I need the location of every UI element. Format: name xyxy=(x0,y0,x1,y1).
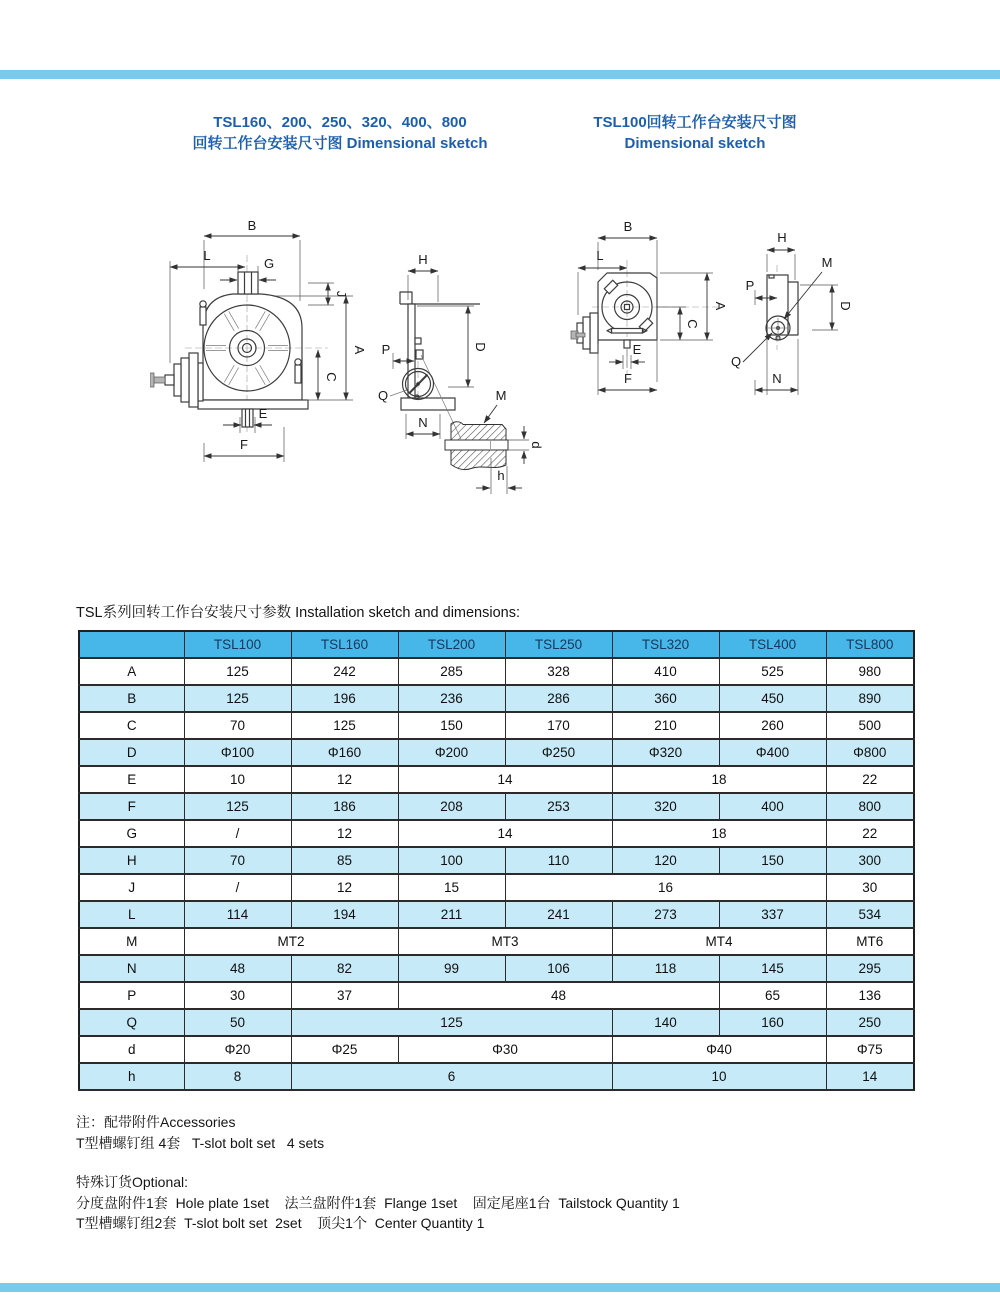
header-cell-TSL200: TSL200 xyxy=(398,631,505,658)
table-cell: 980 xyxy=(826,658,914,685)
table-cell: 250 xyxy=(826,1009,914,1036)
table-row-M xyxy=(79,928,914,955)
note-optional-line1: 分度盘附件1套 Hole plate 1set 法兰盘附件1套 Flange 1set 固定尾座1台 Tailstock Quantity 1 xyxy=(76,1195,680,1211)
table-cell: 800 xyxy=(826,793,914,820)
header-cell-TSL400: TSL400 xyxy=(719,631,826,658)
table-cell: 360 xyxy=(612,685,719,712)
table-cell: 125 xyxy=(184,658,291,685)
table-cell: 6 xyxy=(291,1063,612,1090)
top-accent-bar xyxy=(0,70,1000,79)
table-row-N xyxy=(79,955,914,982)
table-cell: 410 xyxy=(612,658,719,685)
row-label: h xyxy=(79,1063,184,1090)
table-cell: Φ320 xyxy=(612,739,719,766)
header-cell-empty xyxy=(79,631,184,658)
side-view xyxy=(390,292,480,439)
dim-label-L: L xyxy=(203,248,211,263)
title-right-line1: TSL100回转工作台安装尺寸图 xyxy=(593,114,797,131)
table-cell: 136 xyxy=(826,982,914,1009)
header-cell-TSL800: TSL800 xyxy=(826,631,914,658)
table-cell: 253 xyxy=(505,793,612,820)
header-cell-TSL100: TSL100 xyxy=(184,631,291,658)
dim-label-J: J xyxy=(334,290,349,298)
table-cell: MT3 xyxy=(398,928,612,955)
table-row-H xyxy=(79,847,914,874)
table-cell: Φ75 xyxy=(826,1036,914,1063)
dim-label-M: M xyxy=(495,388,507,403)
header-cell-TSL250: TSL250 xyxy=(505,631,612,658)
title-right-line2: Dimensional sketch xyxy=(624,135,766,152)
note-accessories-title: 注：配带附件Accessories xyxy=(76,1114,236,1130)
table-cell: 48 xyxy=(398,982,719,1009)
table-row-G xyxy=(79,820,914,847)
table-row-E xyxy=(79,766,914,793)
table-cell: Φ100 xyxy=(184,739,291,766)
taper-detail xyxy=(445,405,508,470)
front-view xyxy=(150,272,308,427)
note-optional-title: 特殊订货Optional: xyxy=(76,1174,189,1190)
dim-label-C: C xyxy=(685,319,700,329)
table-cell: 22 xyxy=(826,820,914,847)
table-cell: 145 xyxy=(719,955,826,982)
table-cell: 286 xyxy=(505,685,612,712)
table-cell: 30 xyxy=(184,982,291,1009)
handwheel xyxy=(150,353,203,407)
table-row-D xyxy=(79,739,914,766)
dim-label-Q: Q xyxy=(377,388,389,403)
table-row-d xyxy=(79,1036,914,1063)
table-row-h xyxy=(79,1063,914,1090)
table-cell: MT4 xyxy=(612,928,826,955)
table-cell: Φ30 xyxy=(398,1036,612,1063)
table-cell: 110 xyxy=(505,847,612,874)
table-cell: 295 xyxy=(826,955,914,982)
table-cell: 114 xyxy=(184,901,291,928)
table-cell: 210 xyxy=(612,712,719,739)
row-label: M xyxy=(79,928,184,955)
table-cell: 82 xyxy=(291,955,398,982)
dim-label-N: N xyxy=(772,371,782,386)
clamp-handles xyxy=(200,301,301,383)
extension-lines-front xyxy=(170,240,353,462)
table-row-L xyxy=(79,901,914,928)
table-cell: 10 xyxy=(184,766,291,793)
row-label: H xyxy=(79,847,184,874)
note-optional-line2: T型槽螺钉组2套 T-slot bolt set 2set 顶尖1个 Center Quantity 1 xyxy=(76,1215,485,1231)
row-label: D xyxy=(79,739,184,766)
table-cell: 242 xyxy=(291,658,398,685)
table-cell: 194 xyxy=(291,901,398,928)
table-cell: 120 xyxy=(612,847,719,874)
dim-label-F: F xyxy=(240,437,248,452)
table-cell: 14 xyxy=(826,1063,914,1090)
table-cell: Φ20 xyxy=(184,1036,291,1063)
table-cell: / xyxy=(184,874,291,901)
table-cell: 12 xyxy=(291,874,398,901)
table-cell: Φ160 xyxy=(291,739,398,766)
table-row-B xyxy=(79,685,914,712)
header-cell-TSL320: TSL320 xyxy=(612,631,719,658)
title-left-line1: TSL160、200、250、320、400、800 xyxy=(213,114,467,131)
table-cell: 534 xyxy=(826,901,914,928)
dimension-labels-right xyxy=(596,219,853,386)
table-cell: 186 xyxy=(291,793,398,820)
dim-label-P: P xyxy=(381,342,391,357)
handwheel xyxy=(571,313,598,353)
dim-label-D: D xyxy=(838,301,853,311)
table-cell: 14 xyxy=(398,820,612,847)
table-cell: 15 xyxy=(398,874,505,901)
table-cell: 30 xyxy=(826,874,914,901)
dim-label-C: C xyxy=(324,372,339,382)
dim-label-A: A xyxy=(352,345,367,355)
table-cell: 196 xyxy=(291,685,398,712)
dimensions-table xyxy=(78,630,915,1091)
extension-lines xyxy=(578,240,838,395)
title-left-line2: 回转工作台安装尺寸图 Dimensional sketch xyxy=(192,135,488,152)
row-label: C xyxy=(79,712,184,739)
table-cell: Φ800 xyxy=(826,739,914,766)
dim-label-G: G xyxy=(263,256,275,271)
table-cell: Φ250 xyxy=(505,739,612,766)
table-row-Q xyxy=(79,1009,914,1036)
table-row-A xyxy=(79,658,914,685)
table-cell: MT2 xyxy=(184,928,398,955)
row-label: Q xyxy=(79,1009,184,1036)
table-cell: 400 xyxy=(719,793,826,820)
table-cell: 125 xyxy=(184,685,291,712)
dimensions-table-body xyxy=(79,658,914,1090)
table-cell: 118 xyxy=(612,955,719,982)
row-label: L xyxy=(79,901,184,928)
row-label: E xyxy=(79,766,184,793)
table-cell: 50 xyxy=(184,1009,291,1036)
table-cell: 125 xyxy=(291,1009,612,1036)
table-cell: 150 xyxy=(398,712,505,739)
table-cell: Φ400 xyxy=(719,739,826,766)
table-cell: 150 xyxy=(719,847,826,874)
dim-label-E: E xyxy=(258,406,268,421)
dim-label-E: E xyxy=(632,342,642,357)
dim-label-L: L xyxy=(596,248,604,263)
dim-label-M: M xyxy=(821,255,833,270)
table-cell: 450 xyxy=(719,685,826,712)
row-label: G xyxy=(79,820,184,847)
table-cell: 890 xyxy=(826,685,914,712)
table-cell: 106 xyxy=(505,955,612,982)
row-label: N xyxy=(79,955,184,982)
table-cell: 300 xyxy=(826,847,914,874)
dim-label-D: D xyxy=(473,342,488,352)
table-cell: 285 xyxy=(398,658,505,685)
table-cell: 260 xyxy=(719,712,826,739)
table-cell: 337 xyxy=(719,901,826,928)
dim-label-F: F xyxy=(624,371,632,386)
row-label: P xyxy=(79,982,184,1009)
table-row-J xyxy=(79,874,914,901)
table-cell: Φ40 xyxy=(612,1036,826,1063)
table-row-P xyxy=(79,982,914,1009)
dim-label-P: P xyxy=(745,278,755,293)
table-cell: 500 xyxy=(826,712,914,739)
side-view xyxy=(743,272,822,362)
table-cell: 48 xyxy=(184,955,291,982)
dim-label-d: d xyxy=(529,441,544,449)
table-cell: 125 xyxy=(184,793,291,820)
table-cell: 273 xyxy=(612,901,719,928)
table-row-F xyxy=(79,793,914,820)
table-cell: 8 xyxy=(184,1063,291,1090)
row-label: d xyxy=(79,1036,184,1063)
dim-label-Q: Q xyxy=(730,354,742,369)
table-cell: 65 xyxy=(719,982,826,1009)
table-cell: MT6 xyxy=(826,928,914,955)
table-cell: 70 xyxy=(184,847,291,874)
title-right xyxy=(545,112,845,154)
title-left xyxy=(140,112,540,154)
table-cell: 170 xyxy=(505,712,612,739)
table-cell: 100 xyxy=(398,847,505,874)
table-cell: 99 xyxy=(398,955,505,982)
dimensions-table-head-row xyxy=(79,631,914,658)
row-label: B xyxy=(79,685,184,712)
row-label: A xyxy=(79,658,184,685)
table-cell: 18 xyxy=(612,766,826,793)
table-cell: 125 xyxy=(291,712,398,739)
left-dimensional-sketch xyxy=(150,203,570,518)
table-cell: 211 xyxy=(398,901,505,928)
table-cell: 160 xyxy=(719,1009,826,1036)
table-cell: 85 xyxy=(291,847,398,874)
table-cell: 236 xyxy=(398,685,505,712)
row-label: F xyxy=(79,793,184,820)
dim-label-A: A xyxy=(713,301,728,311)
table-cell: 22 xyxy=(826,766,914,793)
table-cell: 320 xyxy=(612,793,719,820)
table-title: TSL系列回转工作台安装尺寸参数 Installation sketch and dimensions: xyxy=(76,605,520,621)
table-cell: 208 xyxy=(398,793,505,820)
front-view xyxy=(571,273,657,368)
dim-label-B: B xyxy=(623,219,633,234)
dim-label-N: N xyxy=(418,415,428,430)
header-cell-TSL160: TSL160 xyxy=(291,631,398,658)
table-cell: 18 xyxy=(612,820,826,847)
table-cell: 525 xyxy=(719,658,826,685)
table-cell: 140 xyxy=(612,1009,719,1036)
dim-label-H: H xyxy=(418,252,428,267)
bottom-accent-bar xyxy=(0,1283,1000,1292)
dim-label-B: B xyxy=(247,218,257,233)
dim-label-h: h xyxy=(497,468,505,483)
dim-label-H: H xyxy=(777,230,787,245)
table-cell: 16 xyxy=(505,874,826,901)
table-cell: 14 xyxy=(398,766,612,793)
right-dimensional-sketch xyxy=(570,210,900,445)
table-cell: 328 xyxy=(505,658,612,685)
table-cell: Φ200 xyxy=(398,739,505,766)
table-cell: 10 xyxy=(612,1063,826,1090)
row-label: J xyxy=(79,874,184,901)
table-cell: 70 xyxy=(184,712,291,739)
table-cell: 241 xyxy=(505,901,612,928)
table-cell: 12 xyxy=(291,766,398,793)
table-cell: 12 xyxy=(291,820,398,847)
table-cell: Φ25 xyxy=(291,1036,398,1063)
table-cell: / xyxy=(184,820,291,847)
note-accessories-item: T型槽螺钉组 4套 T-slot bolt set 4 sets xyxy=(76,1135,325,1151)
table-row-C xyxy=(79,712,914,739)
table-cell: 37 xyxy=(291,982,398,1009)
